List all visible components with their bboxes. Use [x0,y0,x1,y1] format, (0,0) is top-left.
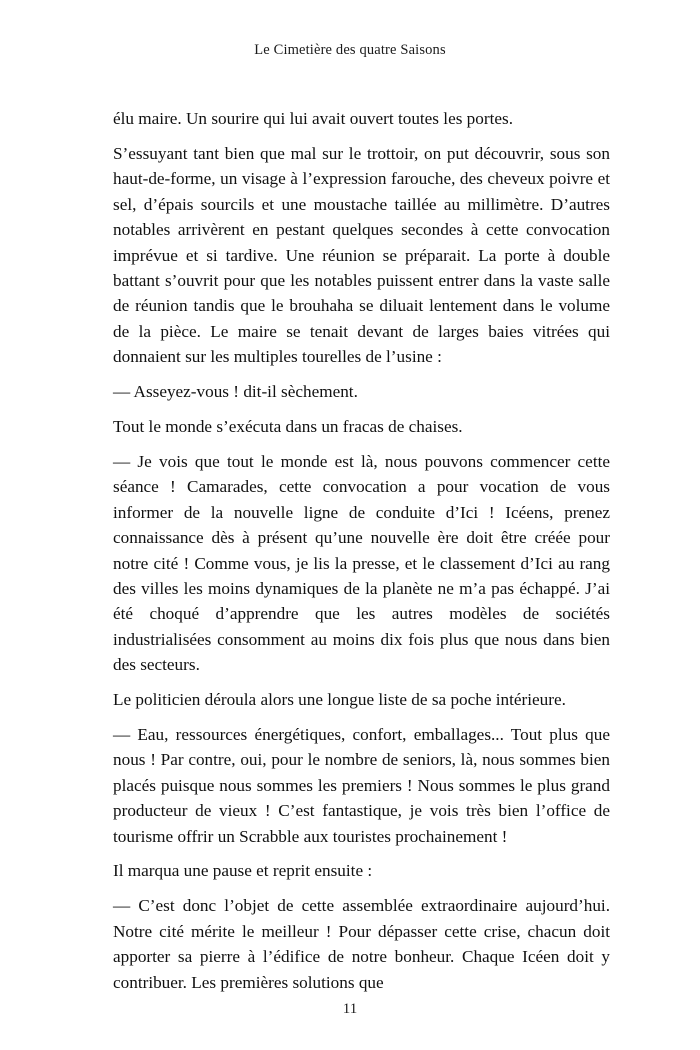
dialogue-paragraph: — Asseyez-vous ! dit-il sèchement. [113,382,358,402]
dialogue-paragraph: — Je vois que tout le monde est là, nous pouvons commencer cette séance ! Camarades, cette convocation a pour vocation de vous informer de la nouvelle ligne de conduite d’Ici ! Icéens, prenez connaissance dès à présent qu’une nouvelle ère doit être créée pour notre cité ! Comme vous, je lis la presse, et le classement d’Ici au rang des villes les moins dynamiques de la planète ne m’a pas échappé. J’ai été choqué d’apprendre que les autres modèles de sociétés industrialisées consomment au moins dix fois plus que nous dans bien des secteurs. [113,451,610,675]
paragraph: Tout le monde s’exécuta dans un fracas de chaises. [113,416,463,436]
paragraph: Il marqua une pause et reprit ensuite : [113,861,373,881]
dialogue-paragraph: — Eau, ressources énergétiques, confort, emballages... Tout plus que nous ! Par contre, oui, pour le nombre de seniors, là, nous sommes bien placés puisque nous sommes les premiers ! Nous sommes le plus grand producteur de vieux ! C’est fantastique, je vois très bien l’office de tourisme offrir un Scrabble aux touristes prochainement ! [113,724,610,846]
paragraph: Le politicien déroula alors une longue liste de sa poche intérieure. [113,690,566,710]
dialogue-paragraph: — C’est donc l’objet de cette assemblée extraordinaire aujourd’hui. Notre cité mérite le meilleur ! Pour dépasser cette crise, chacun doit apporter sa pierre à l’édifice de notre bonheur. Chaque Icéen doit y contribuer. Les premières solutions que [113,896,610,992]
paragraph: élu maire. Un sourire qui lui avait ouvert toutes les portes. [113,109,513,128]
page-number: 11 [342,1001,358,1017]
running-header: Le Cimetière des quatre Saisons [254,42,446,58]
body-text [113,106,610,995]
paragraph: S’essuyant tant bien que mal sur le trottoir, on put découvrir, sous son haut-de-forme, un visage à l’expression farouche, des cheveux poivre et sel, d’épais sourcils et une moustache taillée au millimètre. D’autres notables arrivèrent en pestant quelques secondes à cette convocation imprévue et si tardive. Une réunion se préparait. La porte à double battant s’ouvrit pour que les notables puissent entrer dans la vaste salle de réunion tandis que le brouhaha se diluait lentement dans le volume de la pièce. Le maire se tenait devant de larges baies vitrées qui donnaient sur les multiples tourelles de l’usine : [113,143,610,367]
